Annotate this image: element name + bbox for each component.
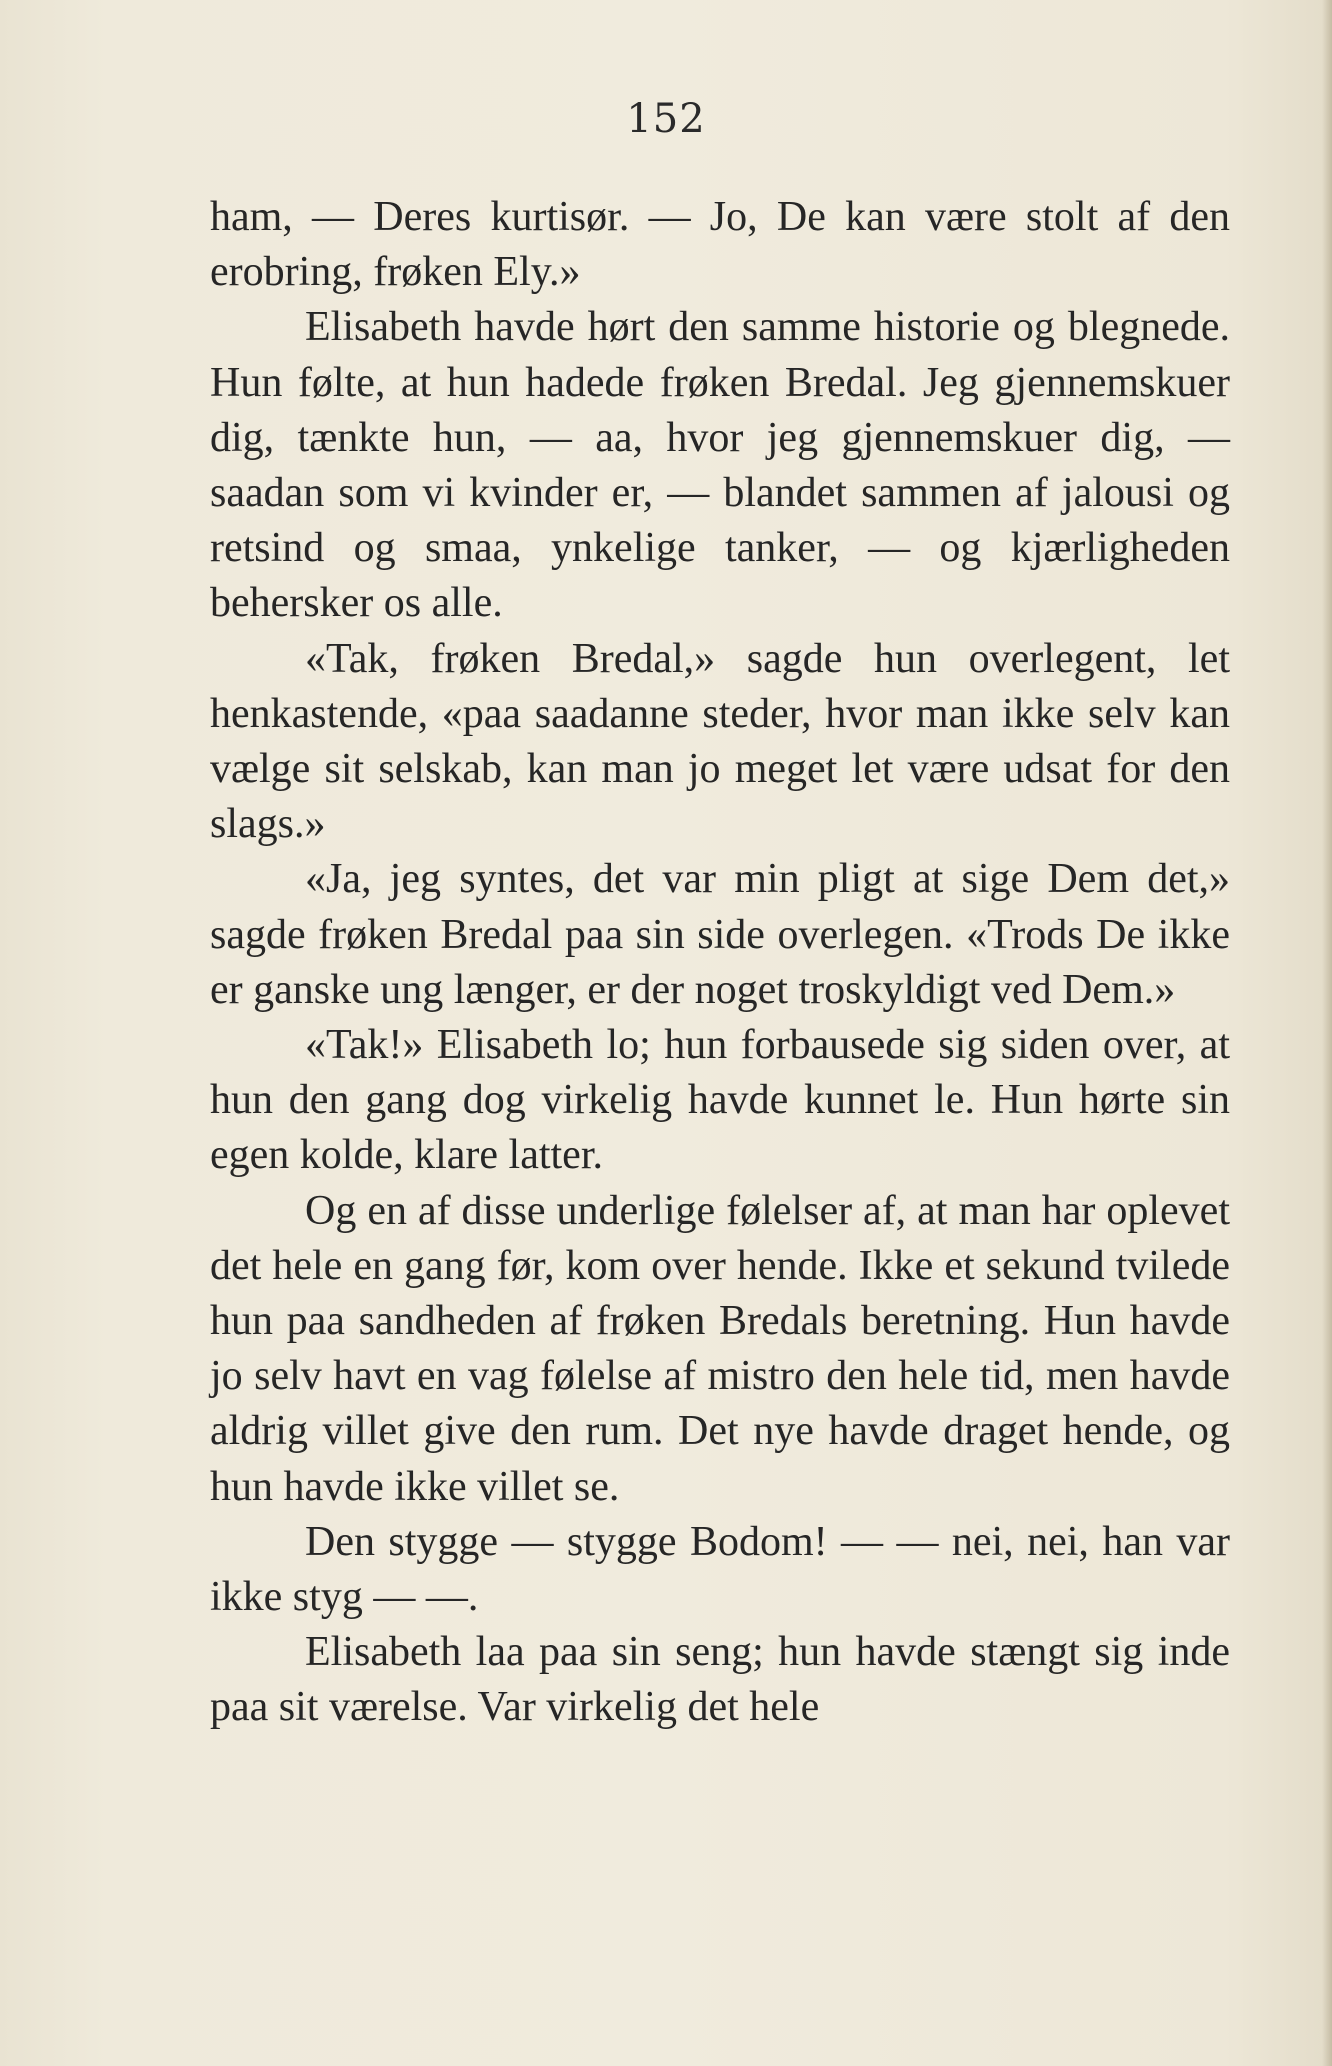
page-number: 152 bbox=[626, 96, 706, 142]
paragraph: «Ja, jeg syntes, det var min pligt at sige Dem det,» sagde frøken Bredal paa sin side overlegen. «Trods De ikke er ganske ung længer, er der noget troskyldigt ved Dem.» bbox=[210, 856, 1230, 1013]
paragraph: «Tak!» Elisabeth lo; hun forbausede sig siden over, at hun den gang dog virkelig havde kunnet le. Hun hørte sin egen kolde, klare latter. bbox=[210, 1022, 1230, 1179]
paragraph: Elisabeth havde hørt den samme historie og blegnede. Hun følte, at hun hadede frøken Bredal. Jeg gjennemskuer dig, tænkte hun, — aa, hvor jeg gjennemskuer dig, — saadan som vi kvinder er, — blandet sammen af jalousi og retsind og smaa, ynkelige tanker, — og kjærligheden behersker os alle. bbox=[210, 304, 1230, 627]
paragraph: Den stygge — stygge Bodom! — — nei, nei, han var ikke styg — —. bbox=[210, 1518, 1230, 1621]
paragraph: Og en af disse underlige følelser af, at man har oplevet det hele en gang før, kom over hende. Ikke et sekund tvilede hun paa sandheden af frøken Bredals beretning. Hun havde jo selv havt en vag følelse af mistro den hele tid, men havde aldrig villet give den rum. Det nye havde draget hende, og hun havde ikke villet se. bbox=[210, 1187, 1230, 1510]
page-edge-shadow bbox=[1322, 0, 1332, 2066]
body-text bbox=[210, 190, 1230, 1736]
paragraph: ham, — Deres kurtisør. — Jo, De kan være stolt af den erobring, frøken Ely.» bbox=[210, 194, 1230, 296]
paragraph: Elisabeth laa paa sin seng; hun havde stængt sig inde paa sit værelse. Var virkelig det hele bbox=[210, 1629, 1230, 1731]
paragraph: «Tak, frøken Bredal,» sagde hun overlegent, let henkastende, «paa saadanne steder, hvor man ikke selv kan vælge sit selskab, kan man jo meget let være udsat for den slags.» bbox=[210, 635, 1230, 848]
